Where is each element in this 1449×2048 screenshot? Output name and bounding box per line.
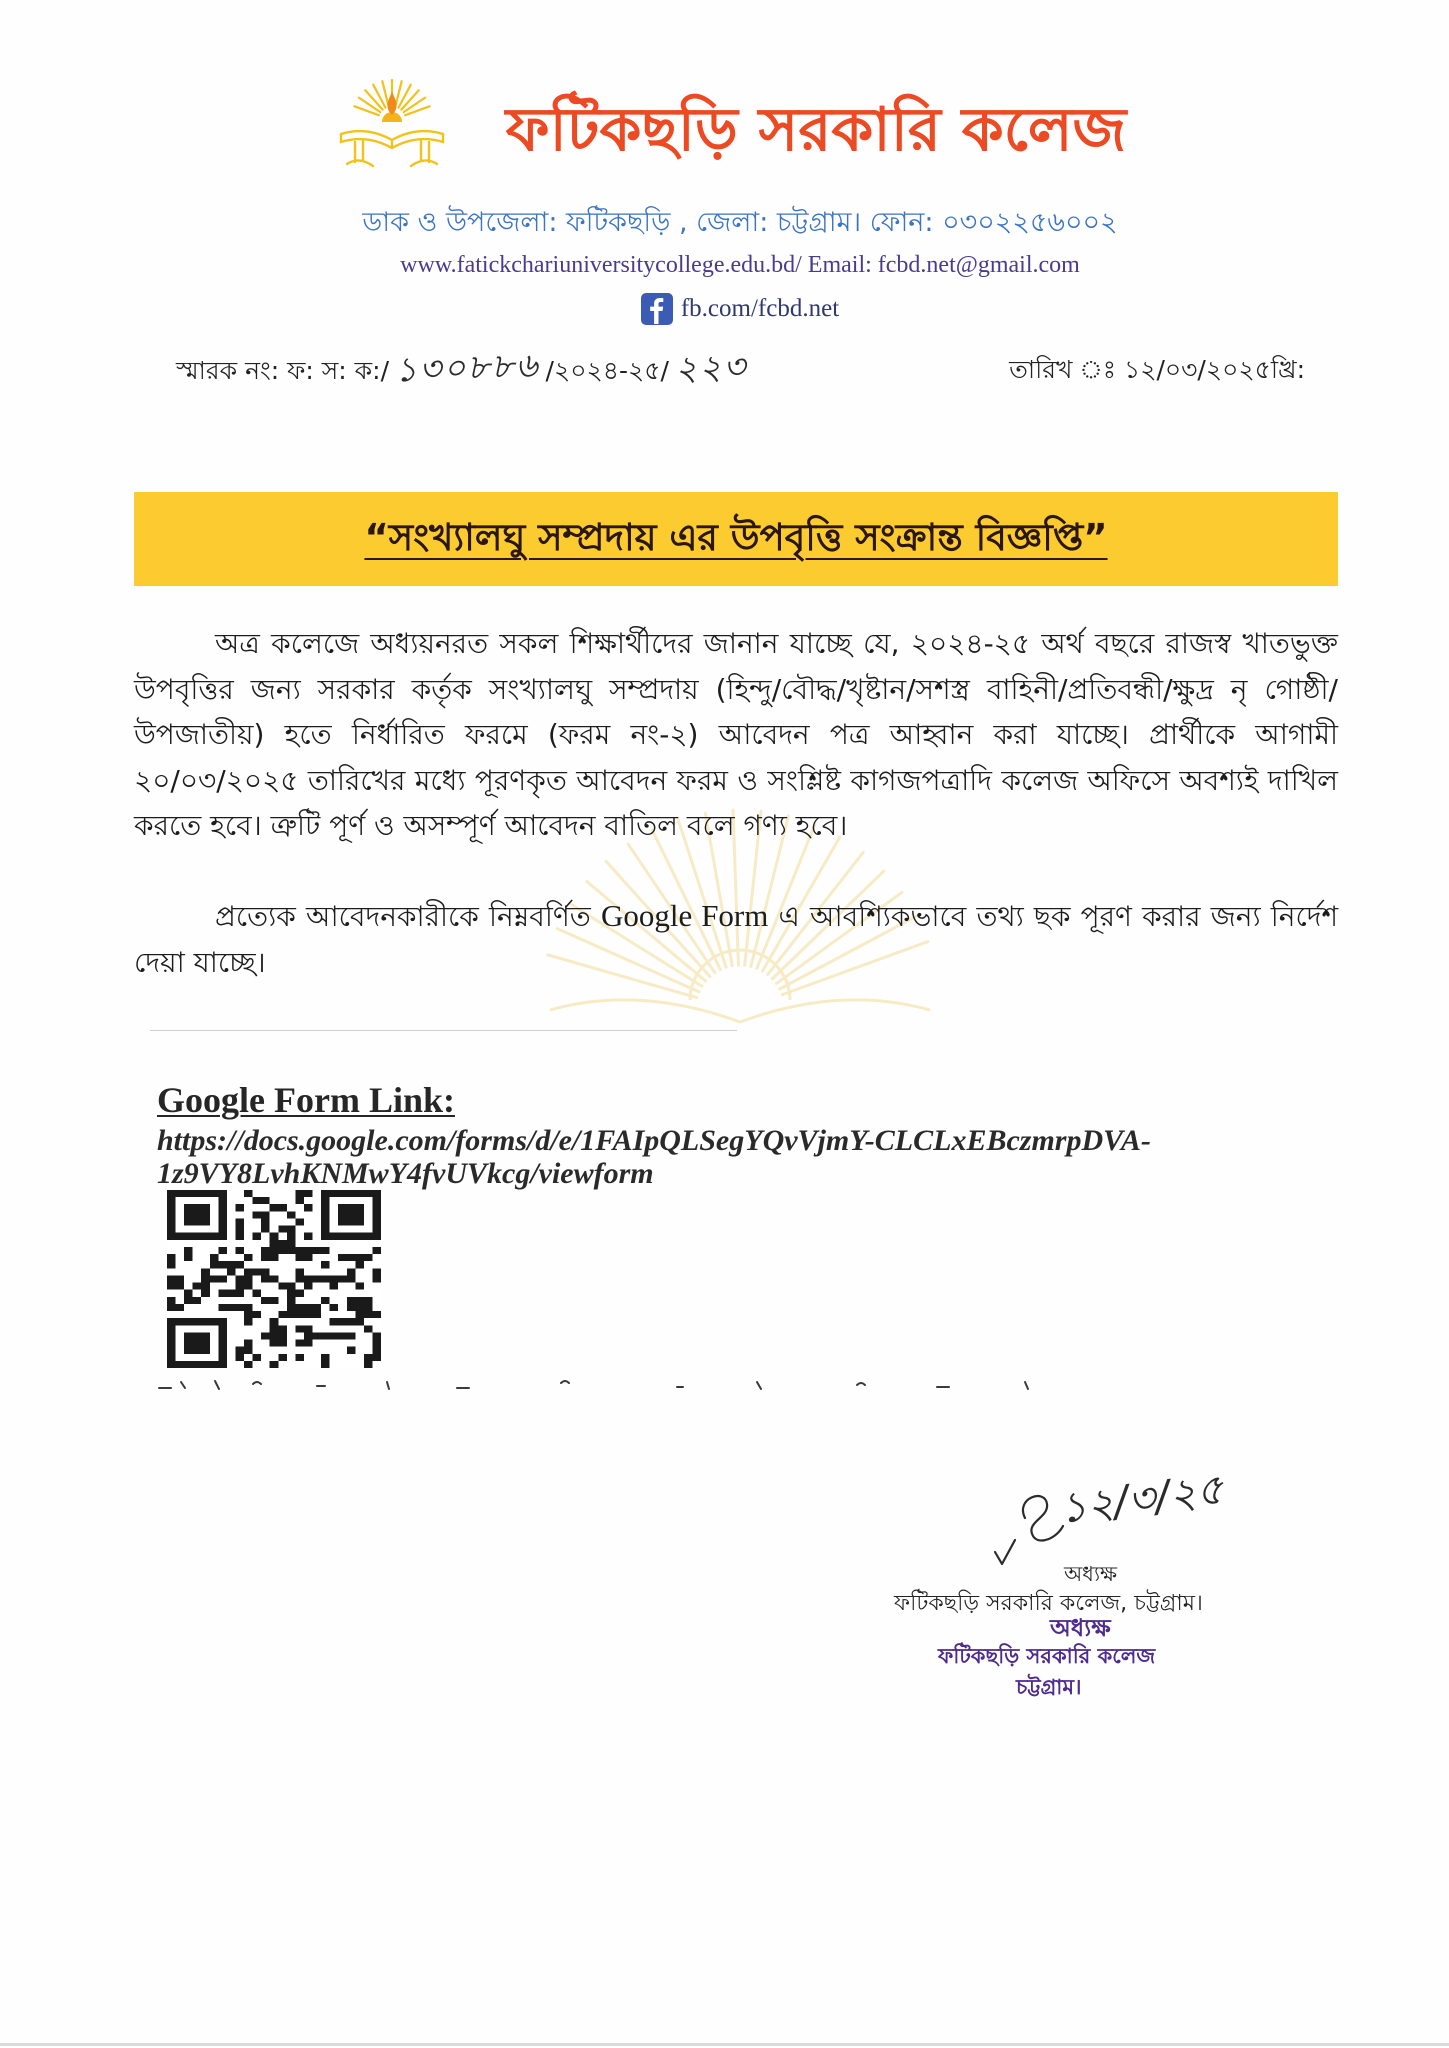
facebook-icon [641, 293, 673, 325]
google-form-heading: Google Form Link: [157, 1080, 455, 1120]
google-form-url [157, 1124, 1151, 1190]
college-address: ডাক ও উপজেলা: ফটিকছড়ি , জেলা: চট্টগ্রাম। ফোন: ০৩০২২৫৬০০২ [362, 207, 1118, 238]
notice-date: তারিখ ঃ ১২/০৩/২০২৫খ্রি: [1009, 355, 1305, 384]
google-form-url-line-2: 1z9VY8LvhKNMwY4fvUVkcg/viewform [157, 1157, 654, 1190]
cut-off-text-fragments [157, 1378, 1087, 1392]
google-form-url-line-1: https://docs.google.com/forms/d/e/1FAIpQLSegYQvVjmY-CLCLxEBczmrpDVA- [157, 1124, 1151, 1157]
signatory-institution: ফটিকছড়ি সরকারি কলেজ, চট্টগ্রাম। [894, 1591, 1203, 1616]
paragraph-2-after: এ আবশ্যিকভাবে তথ্য ছক পূরণ করার জন্য নির্দেশ দেয়া যাচ্ছে। [134, 900, 1339, 979]
email-text: fcbd.net@gmail.com [877, 252, 1080, 278]
paragraph-2-google-form: Google Form [600, 898, 769, 933]
signature-handwriting: ১২/৩/২৫ [1056, 1464, 1227, 1533]
email-label: Email: [807, 252, 872, 278]
seal-designation: অধ্যক্ষ [1050, 1614, 1111, 1642]
notice-title: “সংখ্যালঘু সম্প্রদায় এর উপবৃত্তি সংক্রান্ত বিজ্ঞপ্তি” [364, 515, 1108, 559]
memo-serial-handwritten: ১৩০৮৮৬ [394, 345, 541, 391]
contact-web-line [240, 250, 1240, 280]
notice-paragraph-2 [134, 893, 1338, 985]
facebook-text: fb.com/fcbd.net [680, 295, 840, 322]
college-name: ফটিকছড়ি সরকারি কলেজ [505, 95, 1127, 165]
seal-location: চট্টগ্রাম। [1016, 1675, 1082, 1699]
website-text: www.fatickchariuniversitycollege.edu.bd/ [400, 252, 802, 278]
memo-reference [176, 344, 747, 396]
memo-issue-handwritten: ২২৩ [674, 346, 748, 390]
memo-session: /২০২৪-২৫/ [545, 356, 669, 385]
qr-code [167, 1190, 381, 1368]
notice-paragraph-1: অত্র কলেজে অধ্যয়নরত সকল শিক্ষার্থীদের জানান যাচ্ছে যে, ২০২৪-২৫ অর্থ বছরে রাজস্ব খাতভুক্ত উপবৃত্তির জন্য সরকার কর্তৃক সংখ্যালঘু সম্প্রদায় (হিন্দু/বৌদ্ধ/খৃষ্টান/সশস্ত্র বাহিনী/প্রতিবন্ধী/ক্ষুদ্র নৃ গোষ্ঠী/উপজাতীয়) হতে নির্ধারিত ফরমে (ফরম নং-২) আবেদন পত্র আহ্বান করা যাচ্ছে। প্রার্থীকে আগামী ২০/০৩/২০২৫ তারিখের মধ্যে পূরণকৃত আবেদন ফরম ও সংশ্লিষ্ট কাগজপত্রাদি কলেজ অফিসে অবশ্যই দাখিল করতে হবে। ত্রুটি পূর্ণ ও অসম্পূর্ণ আবেদন বাতিল বলে গণ্য হবে। [134, 627, 1338, 842]
signatory-designation: অধ্যক্ষ [1064, 1562, 1118, 1586]
title-banner [134, 492, 1338, 586]
facebook-line [240, 290, 1240, 328]
scan-edge [0, 2043, 1449, 2046]
memo-prefix: স্মারক নং: ফ: স: ক:/ [176, 356, 390, 385]
paste-edge-line [150, 1030, 737, 1031]
college-logo [333, 76, 451, 170]
paragraph-2-before: প্রত্যেক আবেদনকারীকে নিম্নবর্ণিত [215, 900, 591, 933]
seal-institution: ফটিকছড়ি সরকারি কলেজ [938, 1644, 1156, 1668]
